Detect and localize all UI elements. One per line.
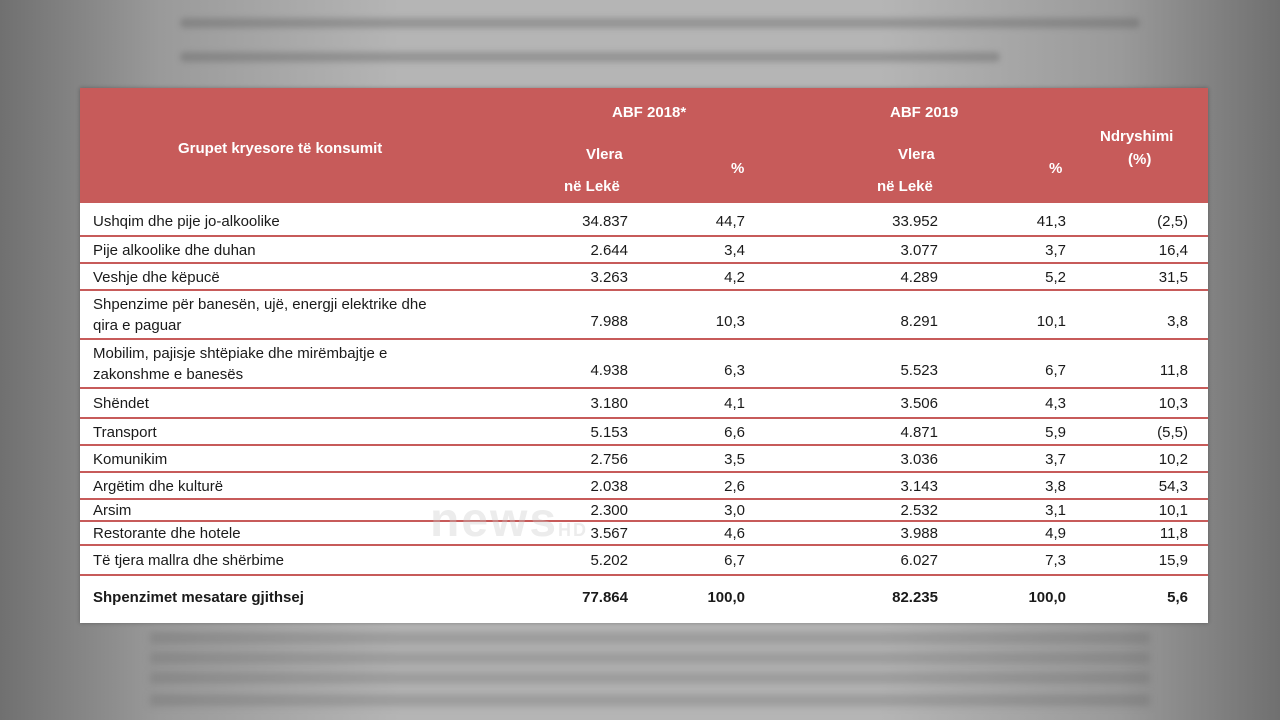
change-percent: 10,2 [1158,451,1188,468]
value-2019: 3.143 [900,478,938,495]
value-2018: 5.202 [590,552,628,569]
table-row [80,446,1208,473]
table-row [80,291,1208,340]
change-percent: (2,5) [1157,213,1188,230]
row-label [93,267,220,288]
percent-2018: 4,1 [724,395,745,412]
value-2019: 6.027 [900,552,938,569]
row-label [93,393,149,414]
total-label: Shpenzimet mesatare gjithsej [93,589,304,606]
value-2019: 8.291 [900,312,938,330]
value-2018: 2.038 [590,478,628,495]
value-2019: 5.523 [900,361,938,379]
row-label-line: qira e paguar [93,317,182,334]
percent-2019: 6,7 [1045,361,1066,379]
percent-2019: 3,8 [1045,478,1066,495]
table-row [80,389,1208,419]
percent-2018: 3,4 [724,242,745,259]
table-row [80,419,1208,446]
header-abf-2019: ABF 2019 [890,104,959,121]
change-percent: 10,3 [1158,395,1188,412]
table-row [80,522,1208,546]
row-label-line: Shpenzime për banesën, ujë, energji elektrike dhe [93,296,427,313]
value-2018: 2.756 [590,451,628,468]
header-ndryshimi: Ndryshimi [1100,128,1174,145]
value-2018: 2.300 [590,502,628,519]
watermark-suffix: HD [558,520,589,540]
value-2018: 5.153 [590,424,628,441]
total-change-percent: 5,6 [1167,589,1188,606]
header-ne-leke-2019: në Lekë [877,178,933,195]
change-percent: 11,8 [1159,361,1188,379]
total-percent-2018: 100,0 [707,589,745,606]
change-percent: 3,8 [1167,312,1188,330]
percent-2019: 4,9 [1045,525,1066,542]
blurred-table-row [150,652,1150,664]
row-label-line: Argëtim dhe kulturë [93,478,224,495]
row-label-line: Transport [93,424,157,441]
row-label [93,343,387,385]
row-label [93,240,256,261]
percent-2019: 4,3 [1045,395,1066,412]
news-watermark [430,493,588,548]
table-row [80,500,1208,522]
percent-2018: 10,3 [715,312,745,330]
percent-2019: 3,7 [1045,242,1066,259]
percent-2019: 10,1 [1036,312,1066,330]
header-abf-2018: ABF 2018* [612,104,687,121]
change-percent: 11,8 [1159,525,1188,542]
row-label-line: Komunikim [93,451,168,468]
value-2018: 2.644 [590,242,628,259]
percent-2018: 3,5 [724,451,745,468]
row-label [93,500,131,521]
row-label-line: Ushqim dhe pije jo-alkoolike [93,213,280,230]
row-label [93,449,167,470]
value-2019: 33.952 [892,213,938,230]
percent-2018: 6,7 [724,552,745,569]
blurred-table-row [150,694,1150,706]
row-label-line: Mobilim, pajisje shtëpiake dhe mirëmbajtje e [93,345,388,362]
row-label [93,523,241,544]
row-label [93,550,284,571]
value-2019: 4.871 [900,424,938,441]
blurred-table-row [150,672,1150,684]
row-label-line: zakonshme e banesës [93,366,244,383]
change-percent: 10,1 [1158,502,1188,519]
table-row [80,203,1208,237]
header-ndryshimi-unit: (%) [1128,151,1152,168]
value-2018: 4.938 [590,361,628,379]
value-2019: 3.036 [900,451,938,468]
table-row [80,264,1208,291]
value-2018: 3.180 [590,395,628,412]
row-label [93,211,280,232]
header-group-label: Grupet kryesore të konsumit [178,140,383,157]
value-2019: 4.289 [900,269,938,286]
change-percent: 31,5 [1158,269,1188,286]
watermark-text: news [430,494,559,547]
table-row [80,237,1208,264]
change-percent: 54,3 [1158,478,1188,495]
total-row [80,576,1208,618]
consumption-table [80,88,1208,623]
table-row [80,473,1208,500]
total-value-2019: 82.235 [892,589,938,606]
percent-2019: 3,1 [1045,502,1066,519]
percent-2018: 4,2 [724,269,745,286]
change-percent: (5,5) [1157,424,1188,441]
percent-2018: 4,6 [724,525,745,542]
value-2019: 2.532 [900,502,938,519]
row-label-line: Restorante dhe hotele [93,525,241,542]
percent-2019: 5,2 [1045,269,1066,286]
percent-2019: 7,3 [1045,552,1066,569]
percent-2019: 3,7 [1045,451,1066,468]
total-percent-2019: 100,0 [1028,589,1066,606]
row-label-line: Veshje dhe këpucë [93,269,220,286]
row-label [93,294,427,336]
change-percent: 16,4 [1158,242,1188,259]
blurred-table-row [150,632,1150,644]
table-header [80,88,1208,203]
percent-2019: 5,9 [1045,424,1066,441]
blurred-text-line [180,18,1140,28]
value-2019: 3.077 [900,242,938,259]
row-label [93,422,157,443]
value-2018: 3.567 [590,525,628,542]
row-label-line: Pije alkoolike dhe duhan [93,242,256,259]
percent-2019: 41,3 [1036,213,1066,230]
header-vlera-2019: Vlera [898,146,935,163]
value-2018: 34.837 [582,213,628,230]
header-ne-leke-2018: në Lekë [564,178,620,195]
percent-2018: 3,0 [724,502,745,519]
total-value-2018: 77.864 [582,589,628,606]
header-vlera-2018: Vlera [586,146,623,163]
table-row [80,546,1208,576]
table-row [80,340,1208,389]
percent-2018: 2,6 [724,478,745,495]
header-percent-2019: % [1049,160,1063,177]
row-label-line: Shëndet [93,395,149,412]
value-2019: 3.988 [900,525,938,542]
row-label-line: Arsim [93,502,132,519]
percent-2018: 6,6 [724,424,745,441]
change-percent: 15,9 [1158,552,1188,569]
row-label [93,476,223,497]
value-2018: 7.988 [590,312,628,330]
value-2018: 3.263 [590,269,628,286]
row-label-line: Të tjera mallra dhe shërbime [93,552,284,569]
percent-2018: 6,3 [724,361,745,379]
blurred-text-line [180,52,1000,62]
percent-2018: 44,7 [715,213,745,230]
header-percent-2018: % [731,160,745,177]
value-2019: 3.506 [900,395,938,412]
